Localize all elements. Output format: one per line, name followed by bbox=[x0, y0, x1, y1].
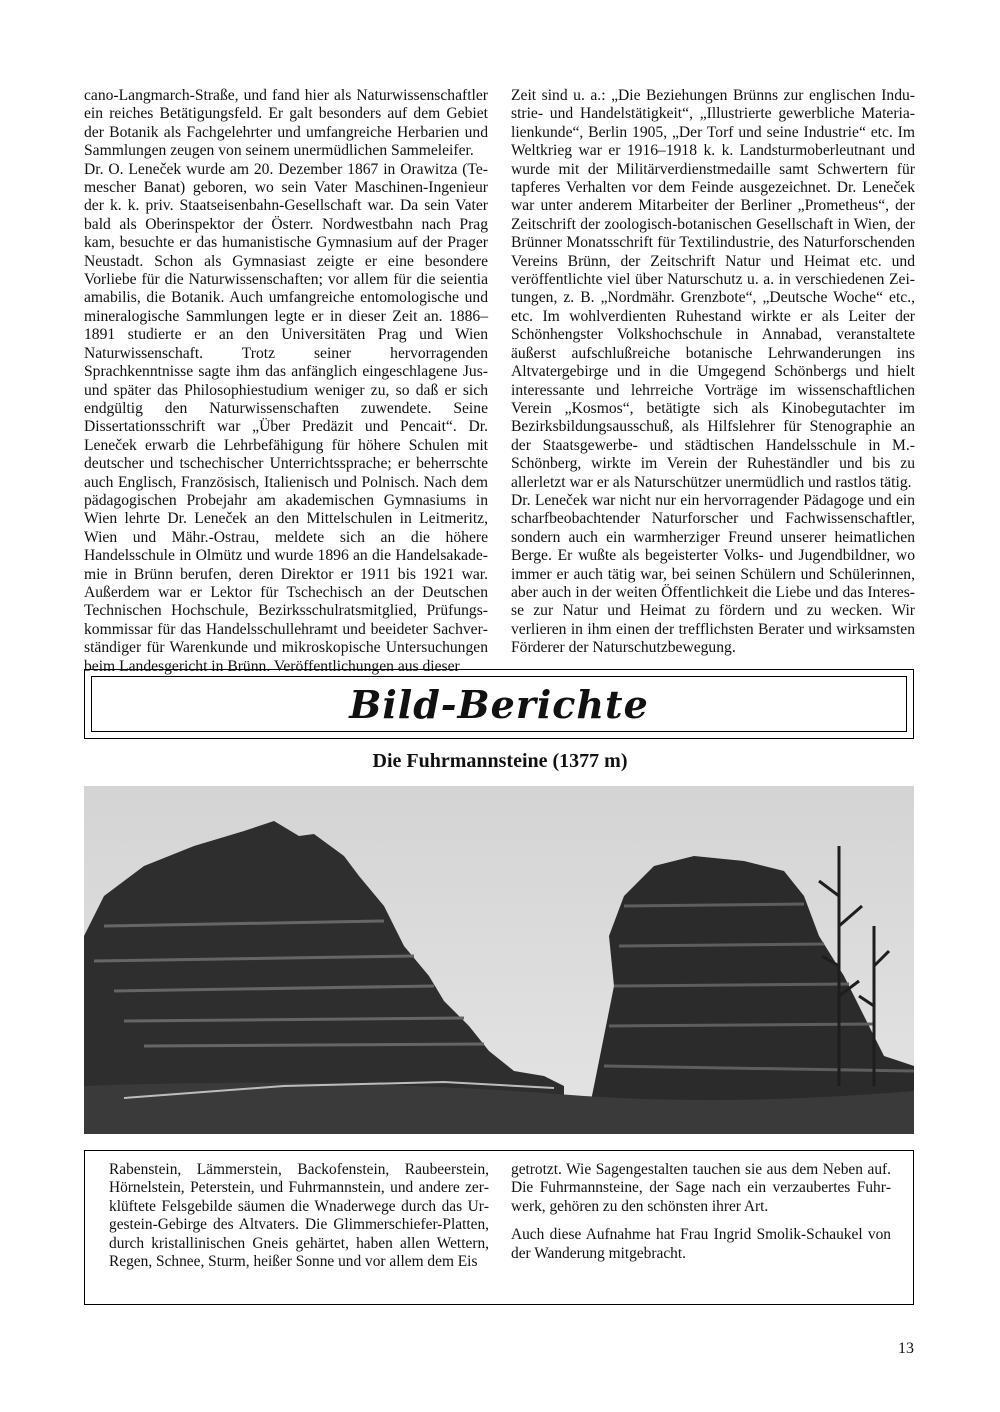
page-number: 13 bbox=[898, 1340, 914, 1357]
section-banner bbox=[84, 669, 914, 739]
rock-formation-photo bbox=[84, 786, 914, 1134]
article-left-column bbox=[84, 87, 488, 676]
caption-paragraph: Rabenstein, Lämmerstein, Backofenstein, Raubeerstein, Hörnelstein, Peterstein, und Fuhrmannstein, und andere zerklüftete Felsgebilde säumen die Wnaderwege durch das Urgestein-Gebirge des Altvaters. Die Glimmerschiefer-Platten, durch kristallinischen Gneis gehärtet, haben allen Wettern, Regen, Schnee, Sturm, heißer Sonne und vor allem dem Eis bbox=[109, 1161, 489, 1271]
section-title: Bild-Berichte bbox=[349, 681, 649, 727]
article-paragraph: cano-Langmarch-Straße, und fand hier als Naturwissenschaftler ein reiches Betätigungsfeld. Er galt besonders auf dem Gebiet der Botanik als Fachgelehrter und umfangreiche Herbarien und Sammlungen zeugen von seinem unermüdlichen Sammeleifer. bbox=[84, 87, 488, 160]
caption-paragraph: Auch diese Aufnahme hat Frau Ingrid Smolik-Schaukel von der Wanderung mitgebracht. bbox=[511, 1226, 891, 1262]
caption-left-column bbox=[109, 1161, 489, 1281]
article-paragraph: Dr. Leneček war nicht nur ein hervorragender Pädagoge und ein scharfbeobachtender Naturforscher und Fachwissenschaftler, sondern auch ein warmherziger Freund unserer heimatlichen Berge. Er wußte als begeisterter Volks- und Jugendbildner, wo immer er auch tätig war, bei seinen Schülern und Schülerinnen, aber auch in der weiten Öffentlichkeit die Liebe und das Interesse zur Natur und Heimat zu fördern und zu wecken. Wir verlieren in ihm einen der trefflichsten Berater und wirksamsten Förderer der Naturschutzbewegung. bbox=[511, 491, 915, 657]
section-banner-inner bbox=[91, 676, 907, 732]
caption-paragraph: getrotzt. Wie Sagengestalten tauchen sie aus dem Neben auf. Die Fuhrmannsteine, der Sage nach ein verzaubertes Fuhrwerk, gehören zu den schönsten ihrer Art. bbox=[511, 1161, 891, 1215]
article-paragraph: Zeit sind u. a.: „Die Beziehungen Brünns zur englischen Industrie- und Handelstätigkeit“, „Illustrierte gewerbliche Materialienkunde“, Berlin 1905, „Der Torf und seine Industrie“ etc. Im Weltkrieg war er 1916–1918 k. k. Landsturmoberleutnant und wurde mit der Militärverdienstmedaille samt Schwertern für tapferes Verhalten vor dem Feinde ausgezeichnet. Dr. Leneček war unter anderem Mitarbeiter der Berliner „Prometheus“, der Zeitschrift der zoologisch-botanischen Gesellschaft in Wien, der Brünner Monatsschrift für Textilindustrie, des Naturforschenden Vereins Brünn, der Zeitschrift Natur und Heimat etc. und veröffentlichte viel über Naturschutz u. a. in verschiedenen Zeitungen, z. B. „Nordmähr. Grenzbote“, „Deutsche Woche“ etc., etc. Im wohlverdienten Ruhestand wirkte er als Leiter der Schönhengster Volkshochschule in Annabad, veranstaltete äußerst aufschlußreiche botanische Lehrwanderungen ins Altvatergebirge und in die Umgegend Schönbergs und hielt interessante und lehrreiche Vorträge im wissenschaftlichen Verein „Kosmos“, betätigte sich als Kinobegutachter im Bezirksbildungsausschuß, als Hilfslehrer für Stenographie an der Staatsgewerbe- und städtischen Handelsschule in M.-Schönberg, wirkte im Verein der Ruheständler und bis zu allerletzt war er als Naturschützer unermüdlich und rastlos tätig. bbox=[511, 87, 915, 491]
photo-caption-box bbox=[84, 1150, 914, 1305]
article-right-column bbox=[511, 87, 915, 658]
article-paragraph: Dr. O. Leneček wurde am 20. Dezember 1867 in Orawitza (Temescher Banat) geboren, wo sein Vater Maschinen-Ingenieur der k. k. priv. Staatseisenbahn-Gesellschaft war. Da sein Vater bald als Oberinspektor der Österr. Nordwestbahn nach Prag kam, besuchte er das humanistische Gymnasium auf der Prager Neustadt. Schon als Gymnasiast zeigte er eine besondere Vorliebe für die Naturwissenschaften; vor allem für die seientia amabilis, die Botanik. Auch umfangreiche entomologische und mineralogische Sammlungen legte er in dieser Zeit an. 1886–1891 studierte er an den Universitäten Prag und Wien Naturwissenschaft. Trotz seiner hervorragenden Sprachkenntnisse sagte ihm das anfänglich eingeschlagene Jus- und später das Philosophiestudium weniger zu, so daß er sich endgültig den Naturwissenschaften zuwendete. Seine Dissertationsschrift war „Über Predäzit und Pencait“. Dr. Leneček erwarb die Lehrbefähigung für höhere Schulen mit deutscher und tschechischer Unterrichtssprache; er beherrschte auch Englisch, Französisch, Italienisch und Polnisch. Nach dem pädagogischen Probejahr am akademischen Gymnasiums in Wien lehrte Dr. Leneček an den Mittelschulen in Leitmeritz, Wien und Mähr.-Ostrau, meldete sich an die höhere Handelsschule in Olmütz und wurde 1896 an die Handelsakademie in Brünn berufen, deren Direktor er 1911 bis 1921 war. Außerdem war er Lektor für Tschechisch an der Deutschen Technischen Hochschule, Bezirksschulratsmitglied, Prüfungskommissar für das Handelsschullehramt und beeideter Sachverständiger für Warenkunde und mikroskopische Untersuchungen beim Landesgericht in Brünn. Veröffentlichungen aus dieser bbox=[84, 160, 488, 675]
rock-photo-illustration bbox=[84, 786, 914, 1134]
photo-title: Die Fuhrmannsteine (1377 m) bbox=[372, 750, 628, 772]
caption-right-column bbox=[511, 1161, 891, 1273]
